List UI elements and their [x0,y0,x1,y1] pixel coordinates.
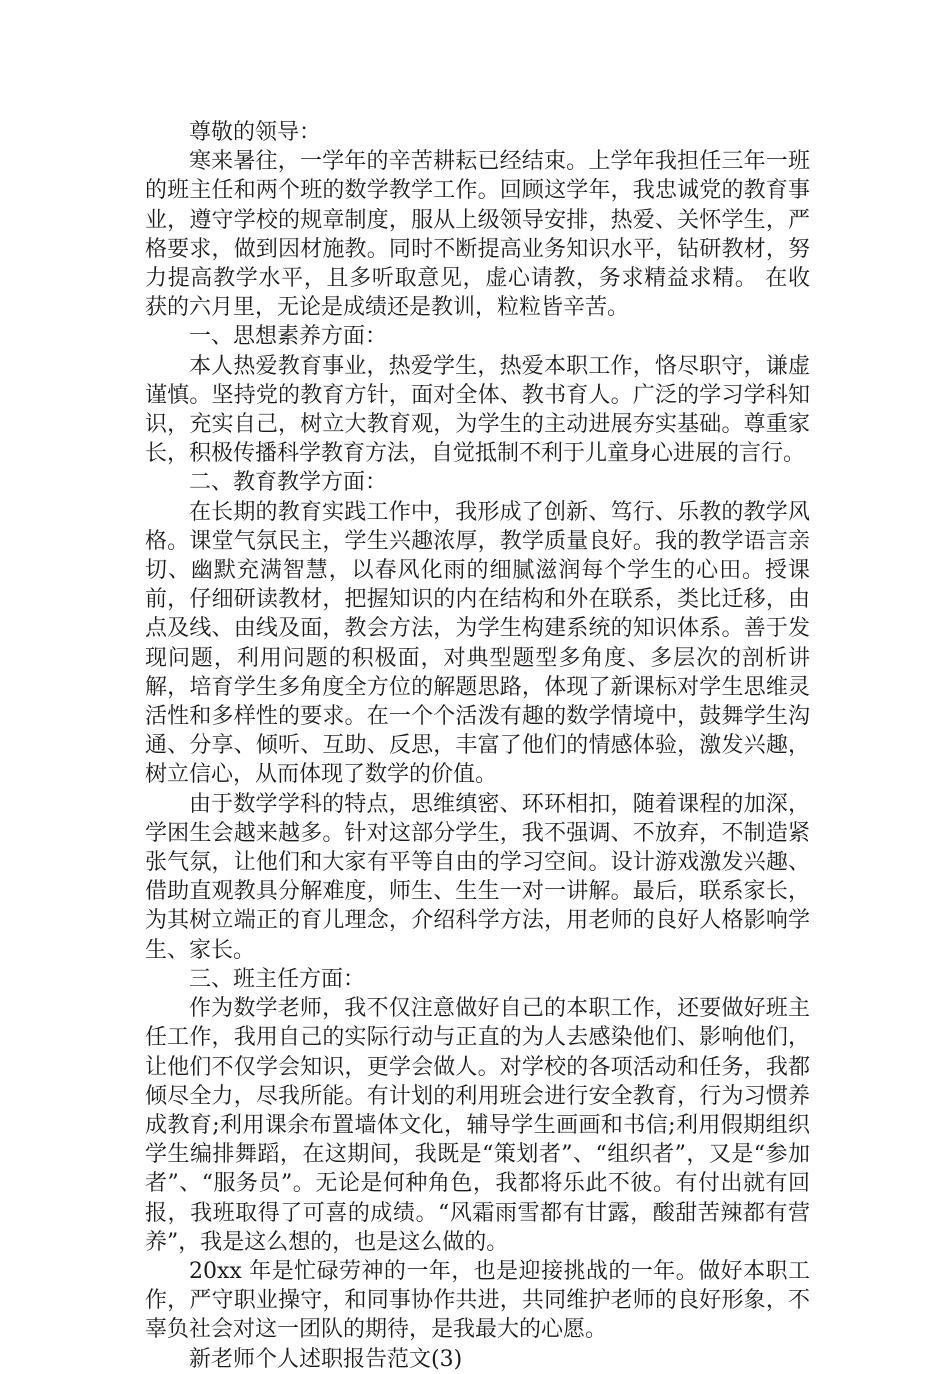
paragraph-closing: 20xx 年是忙碌劳神的一年，也是迎接挑战的一年。做好本职工作，严守职业操守，和同事协作共进，共同维护老师的良好形象，不辜负社会对这一团队的期待，是我最大的心愿。 [145,1258,810,1343]
document-body [145,118,810,1374]
section-heading-teaching: 二、教育教学方面： [189,470,388,496]
paragraph-class-teacher: 作为数学老师，我不仅注意做好自己的本职工作，还要做好班主任工作，我用自己的实际行动与正直的为人去感染他们、影响他们，让他们不仅学会知识，更学会做人。对学校的各项活动和任务，我都倾尽全力，尽我所能。有计划的利用班会进行安全教育，行为习惯养成教育;利用课余布置墙体文化，辅导学生画画和书信;利用假期组织学生编排舞蹈，在这期间，我既是“策划者”、“组织者”，又是“参加者”、“服务员”。无论是何种角色，我都将乐此不彼。有付出就有回报，我班取得了可喜的成绩。“风霜雨雪都有甘露，酸甜苦辣都有营养”，我是这么想的，也是这么做的。 [145,996,810,1255]
paragraph-opening: 寒来暑往，一学年的辛苦耕耘已经结束。上学年我担任三年一班的班主任和两个班的数学教学工作。回顾这学年，我忠诚党的教育事业，遵守学校的规章制度，服从上级领导安排，热爱、关怀学生，严格要求，做到因材施教。同时不断提高业务知识水平，钻研教材，努力提高教学水平，且多听取意见，虚心请教，务求精益求精。 在收获的六月里，无论是成绩还是教训，粒粒皆辛苦。 [145,149,810,321]
paragraph-struggling-students: 由于数学学科的特点，思维缜密、环环相扣，随着课程的加深，学困生会越来越多。针对这部分学生，我不强调、不放弃，不制造紧张气氛，让他们和大家有平等自由的学习空间。设计游戏激发兴趣、借助直观教具分解难度，师生、生生一对一讲解。最后，联系家长，为其树立端正的育儿理念，介绍科学方法，用老师的良好人格影响学生、家长。 [145,791,810,963]
salutation: 尊敬的领导： [189,120,322,145]
section-heading-class-teacher: 三、班主任方面： [189,966,366,992]
section-heading-ideology: 一、思想素养方面： [189,324,388,350]
paragraph-teaching: 在长期的教育实践工作中，我形成了创新、笃行、乐教的教学风格。课堂气氛民主，学生兴趣浓厚，教学质量良好。我的教学语言亲切、幽默充满智慧，以春风化雨的细腻滋润每个学生的心田。授课前，仔细研读教材，把握知识的内在结构和外在联系，类比迁移，由点及线、由线及面，教会方法，为学生构建系统的知识体系。善于发现问题，利用问题的积极面，对典型题型多角度、多层次的剖析讲解，培育学生多角度全方位的解题思路，体现了新课标对学生思维灵活性和多样性的要求。在一个个活泼有趣的数学情境中，鼓舞学生沟通、分享、倾听、互助、反思，丰富了他们的情感体验，激发兴趣，树立信心，从而体现了数学的价值。 [145,499,810,788]
next-article-title: 新老师个人述职报告范文(3) [189,1346,463,1372]
paragraph-ideology: 本人热爱教育事业，热爱学生，热爱本职工作，恪尽职守，谦虚谨慎。坚持党的教育方针，面对全体、教书育人。广泛的学习学科知识，充实自己，树立大教育观，为学生的主动进展夯实基础。尊重家长，积极传播科学教育方法，自觉抵制不利于儿童身心进展的言行。 [145,353,810,467]
